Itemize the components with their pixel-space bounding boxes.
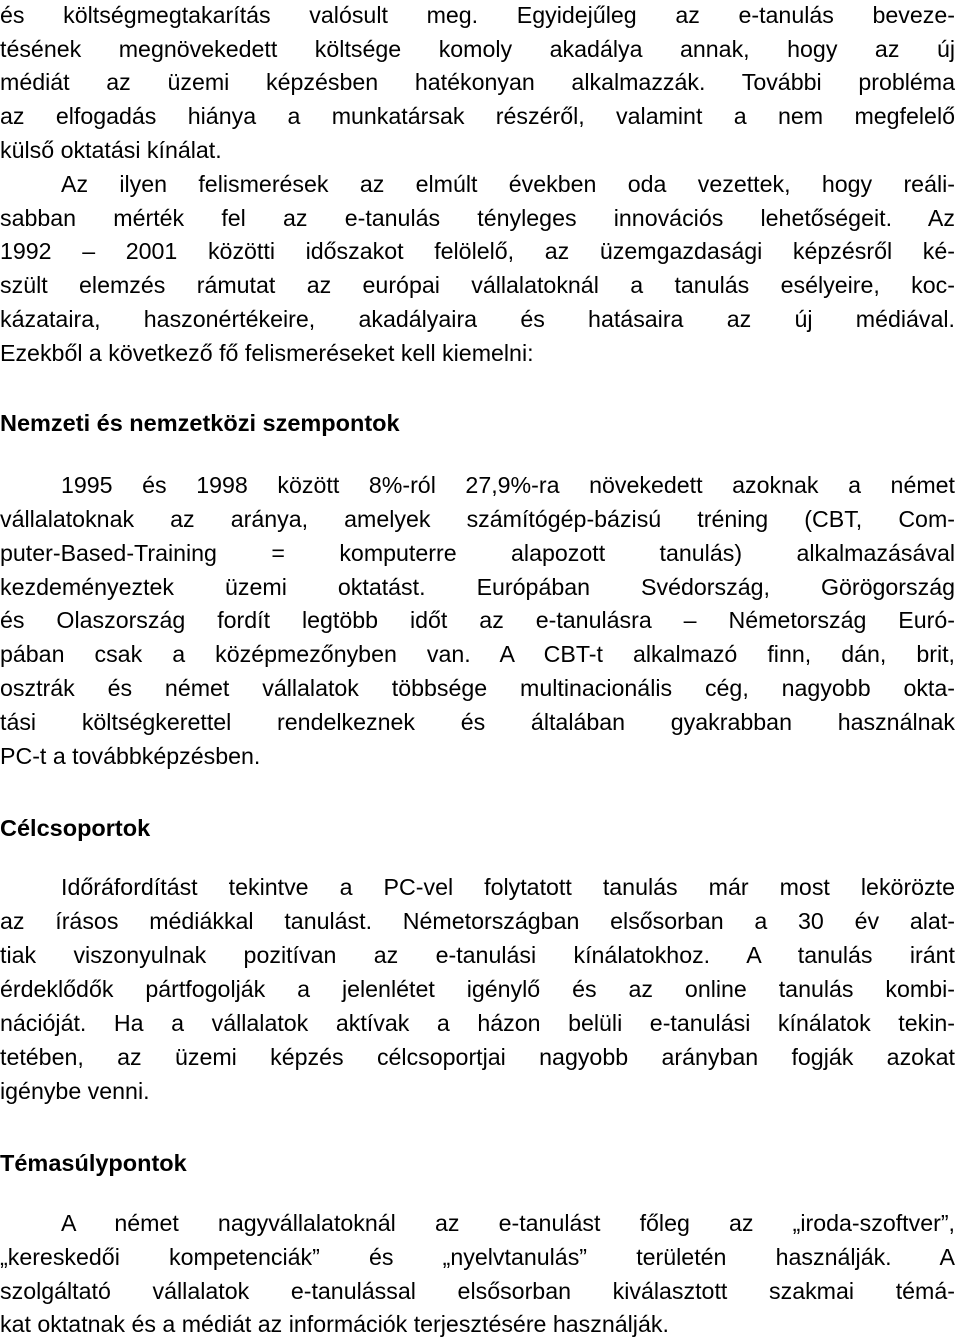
body-text-line: az írásos médiákkal tanulást. Németországban elsősorban a 30 év alat- xyxy=(0,908,955,934)
body-text-line: szült elemzés rámutat az európai vállalatoknál a tanulás esélyeire, koc- xyxy=(0,272,955,298)
body-text-line: az elfogadás hiánya a munkatársak részéről, valamint a nem megfelelő xyxy=(0,103,955,129)
body-text-line: vállalatoknak az aránya, amelyek számítógép-bázisú tréning (CBT, Com- xyxy=(0,506,955,532)
body-text-line: kázataira, haszonértékeire, akadályaira és hatásaira az új médiával. xyxy=(0,306,955,332)
body-text-line: tási költségkerettel rendelkeznek és általában gyakrabban használnak xyxy=(0,709,955,735)
body-text-line: kat oktatnak és a médiát az információk terjesztésére használják. xyxy=(0,1311,669,1337)
body-text-line: és Olaszország fordít legtöbb időt az e-tanulásra – Németország Euró- xyxy=(0,607,955,633)
body-text-line: Időráfordítást tekintve a PC-vel folytatott tanulás már most lekörözte xyxy=(61,874,955,900)
body-text-line: pában csak a középmezőnyben van. A CBT-t alkalmazó finn, dán, brit, xyxy=(0,641,955,667)
section-heading-target-groups: Célcsoportok xyxy=(0,815,151,841)
body-text-line: médiát az üzemi képzésben hatékonyan alkalmazzák. További probléma xyxy=(0,69,955,95)
body-text-line: Ezekből a következő fő felismeréseket kell kiemelni: xyxy=(0,340,534,366)
body-text-line: Az ilyen felismerések az elmúlt években oda vezettek, hogy reáli- xyxy=(61,171,955,197)
body-text-line: és költségmegtakarítás valósult meg. Egyidejűleg az e-tanulás beveze- xyxy=(0,2,955,28)
body-text-line: A német nagyvállalatoknál az e-tanulást főleg az „iroda-szoftver”, xyxy=(61,1210,955,1236)
body-text-line: sabban mérték fel az e-tanulás tényleges innovációs lehetőségeit. Az xyxy=(0,205,955,231)
body-text-line: 1992 – 2001 közötti időszakot felölelő, az üzemgazdasági képzésről ké- xyxy=(0,238,955,264)
body-text-line: osztrák és német vállalatok többsége multinacionális cég, nagyobb okta- xyxy=(0,675,955,701)
body-text-line: PC-t a továbbképzésben. xyxy=(0,743,261,769)
body-text-line: érdeklődők pártfogolják a jelenlétet igénylő és az online tanulás kombi- xyxy=(0,976,955,1002)
body-text-line: puter-Based-Training = komputerre alapozott tanulás) alkalmazásával xyxy=(0,540,955,566)
body-text-line: nációját. Ha a vállalatok aktívak a házon belüli e-tanulási kínálatok tekin- xyxy=(0,1010,955,1036)
body-text-line: „kereskedői kompetenciák” és „nyelvtanulás” területén használják. A xyxy=(0,1244,955,1270)
body-text-line: kezdeményeztek üzemi oktatást. Európában Svédország, Görögország xyxy=(0,574,955,600)
body-text-line: igénybe venni. xyxy=(0,1078,150,1104)
body-text-line: külső oktatási kínálat. xyxy=(0,137,222,163)
body-text-line: 1995 és 1998 között 8%-ról 27,9%-ra növekedett azoknak a német xyxy=(61,472,955,498)
body-text-line: szolgáltató vállalatok e-tanulással elsősorban kiválasztott szakmai témá- xyxy=(0,1278,955,1304)
body-text-line: tiak viszonyulnak pozitívan az e-tanulási kínálatokhoz. A tanulás iránt xyxy=(0,942,955,968)
body-text-line: tetében, az üzemi képzés célcsoportjai nagyobb arányban fogják azokat xyxy=(0,1044,955,1070)
section-heading-national-international: Nemzeti és nemzetközi szempontok xyxy=(0,410,400,436)
section-heading-focus-topics: Témasúlypontok xyxy=(0,1150,187,1176)
body-text-line: tésének megnövekedett költsége komoly akadálya annak, hogy az új xyxy=(0,36,955,62)
